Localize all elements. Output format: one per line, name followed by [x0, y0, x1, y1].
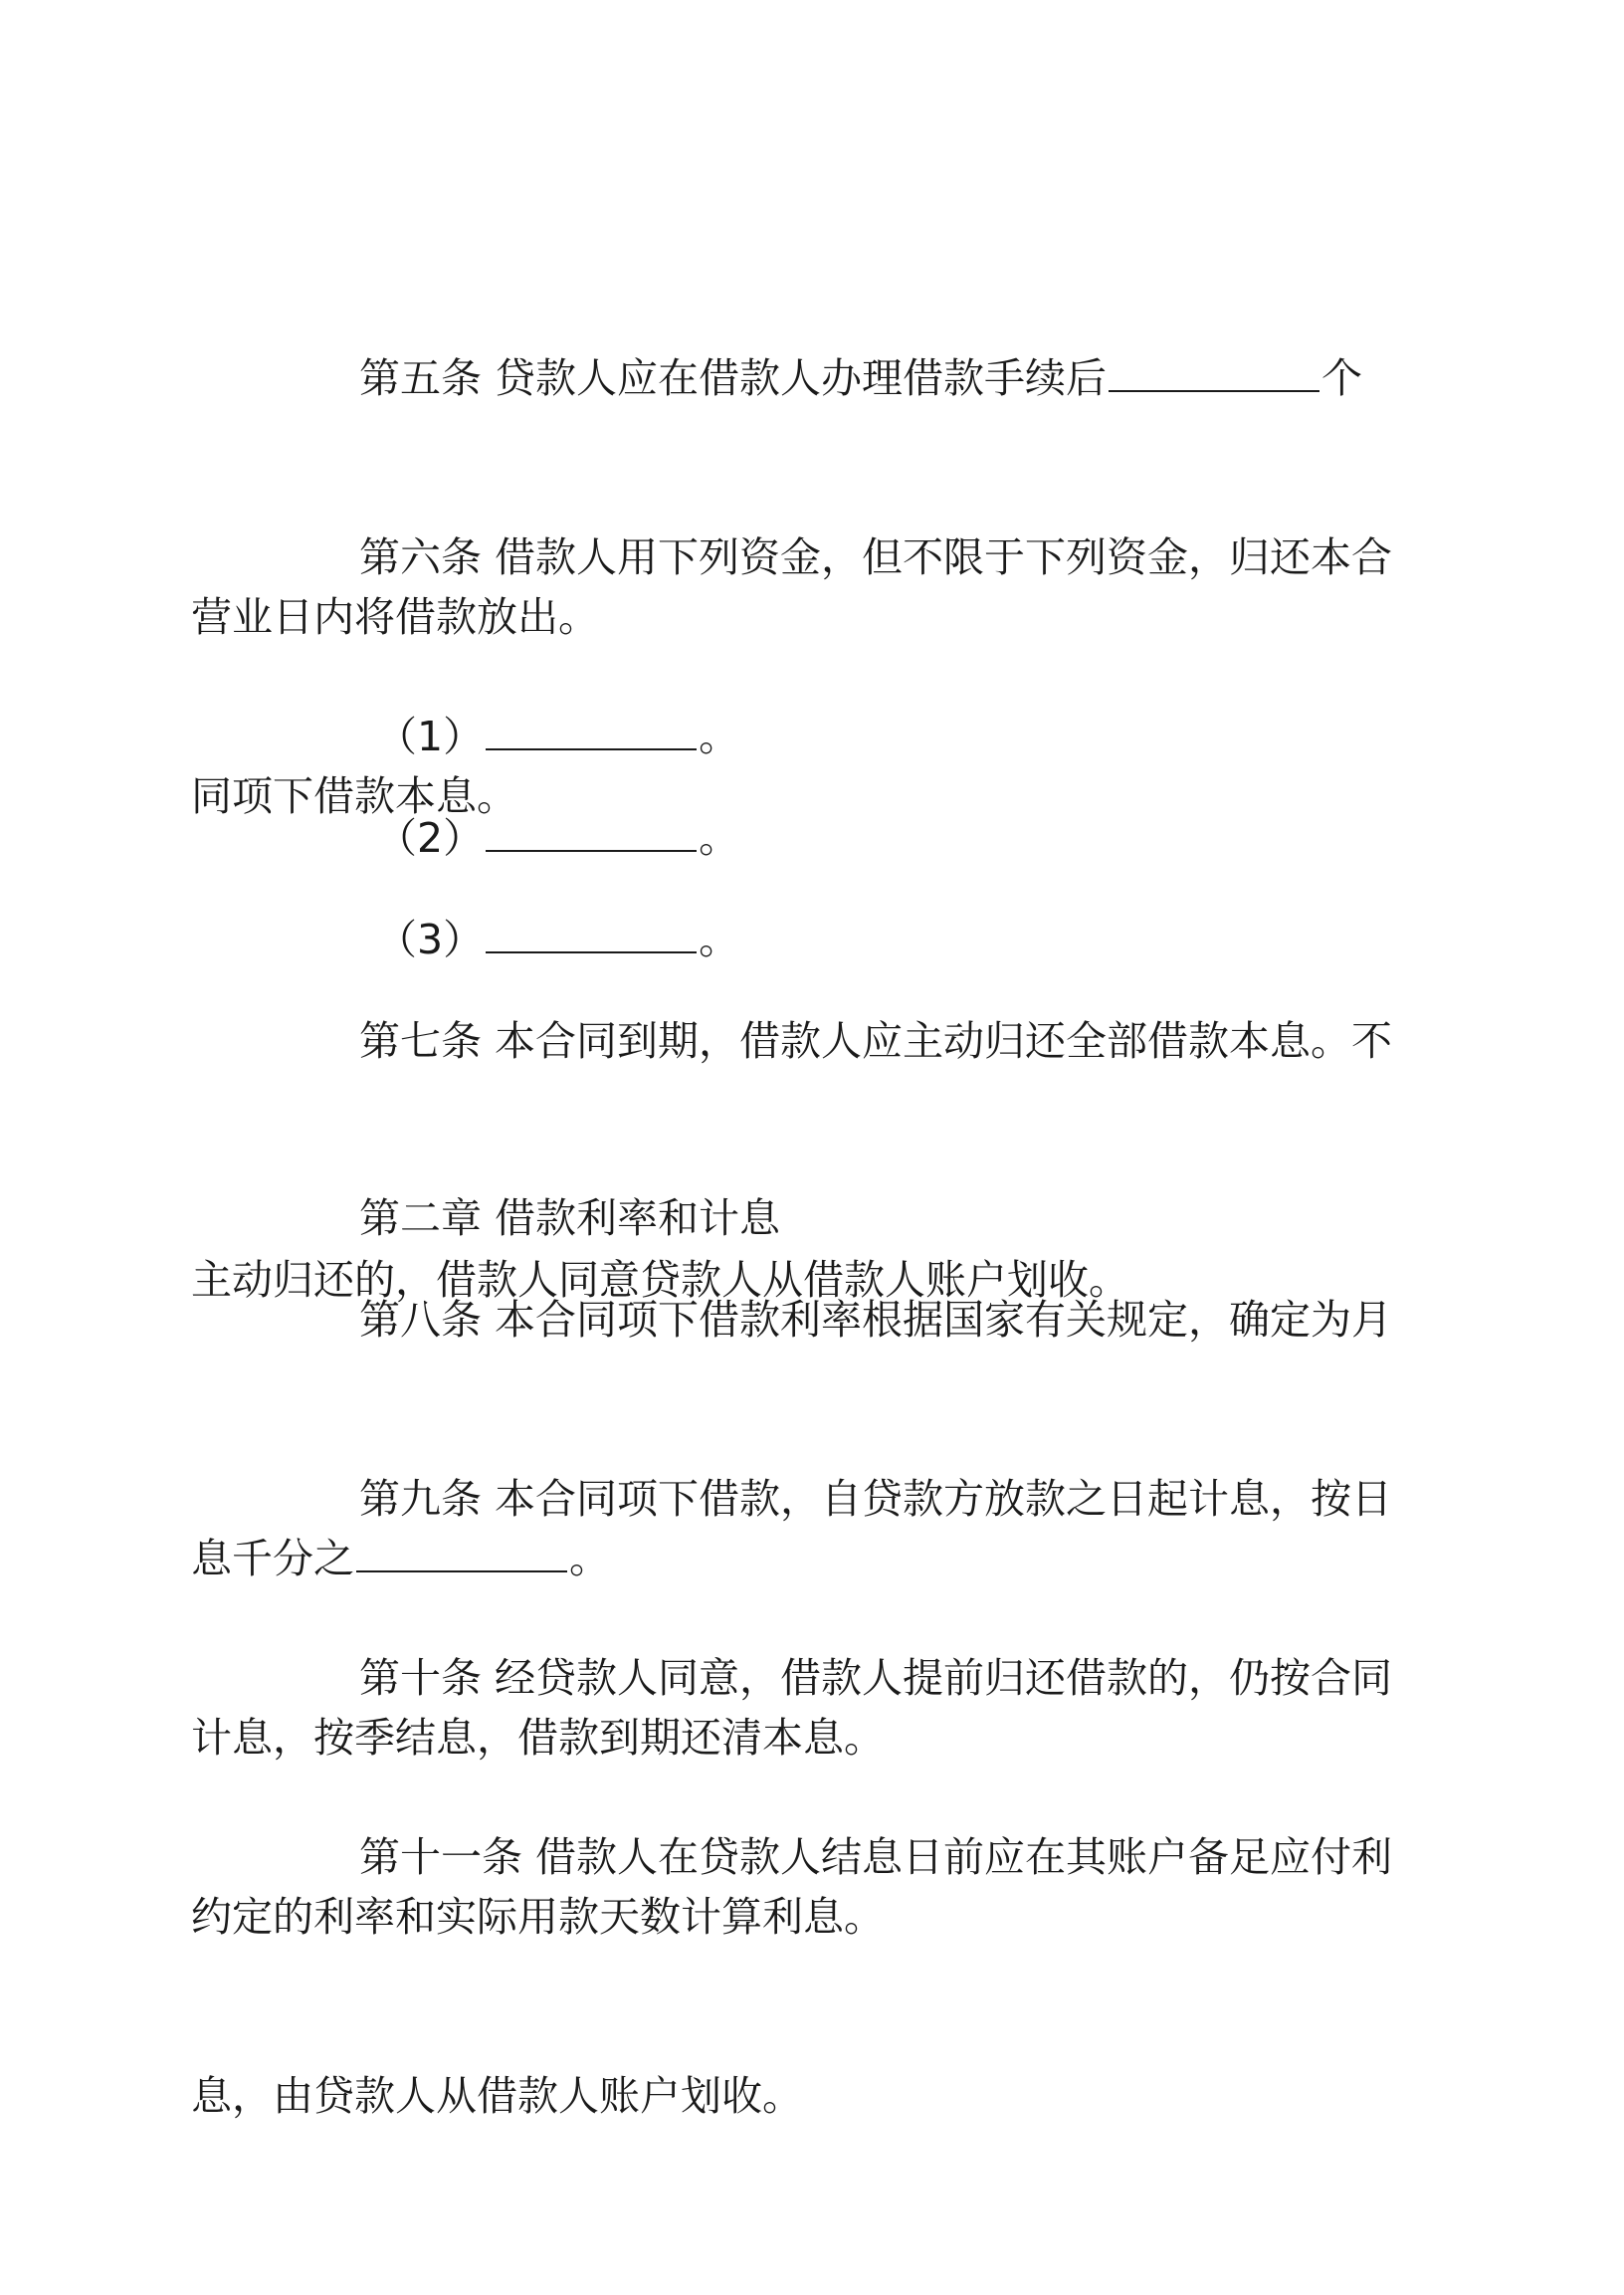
fund-item-1-end: 。	[699, 713, 740, 760]
fund-item-2-label: （2）	[376, 814, 485, 862]
article-5-text-1-end: 个	[1321, 354, 1363, 402]
article-5-text-1: 第五条 贷款人应在借款人办理借款手续后	[359, 354, 1108, 402]
article-7-line-1: 第七条 本合同到期，借款人应主动归还全部借款本息。不	[359, 1017, 1393, 1065]
article-9-line-2: 计息，按季结息，借款到期还清本息。	[191, 1714, 885, 1762]
article-8-text-2: 息千分之	[191, 1535, 354, 1582]
article-8-line-1: 第八条 本合同项下借款利率根据国家有关规定，确定为月	[359, 1296, 1393, 1344]
article-6-line-2: 同项下借款本息。	[191, 772, 517, 820]
fund-item-1-label: （1）	[376, 713, 485, 760]
article-5-line-2: 营业日内将借款放出。	[191, 593, 599, 641]
article-10-line-1: 第十条 经贷款人同意，借款人提前归还借款的，仍按合同	[359, 1654, 1393, 1702]
chapter-2-title: 第二章 借款利率和计息	[359, 1194, 781, 1242]
article-10-line-2: 约定的利率和实际用款天数计算利息。	[191, 1893, 885, 1941]
article-11	[191, 1658, 1425, 2295]
fund-item-3-end: 。	[699, 916, 740, 963]
article-11-line-1: 第十一条 借款人在贷款人结息日前应在其账户备足应付利	[359, 1833, 1393, 1881]
fund-item-2-end: 。	[699, 814, 740, 862]
article-11-line-2: 息，由贷款人从借款人账户划收。	[191, 2072, 803, 2120]
article-6-line-1: 第六条 借款人用下列资金，但不限于下列资金，归还本合	[359, 533, 1393, 581]
fund-item-3-label: （3）	[376, 916, 485, 963]
article-8-text-2-end: 。	[569, 1535, 610, 1582]
article-7-line-2: 主动归还的，借款人同意贷款人从借款人账户划收。	[191, 1256, 1129, 1304]
article-9-line-1: 第九条 本合同项下借款，自贷款方放款之日起计息，按日	[359, 1475, 1393, 1523]
